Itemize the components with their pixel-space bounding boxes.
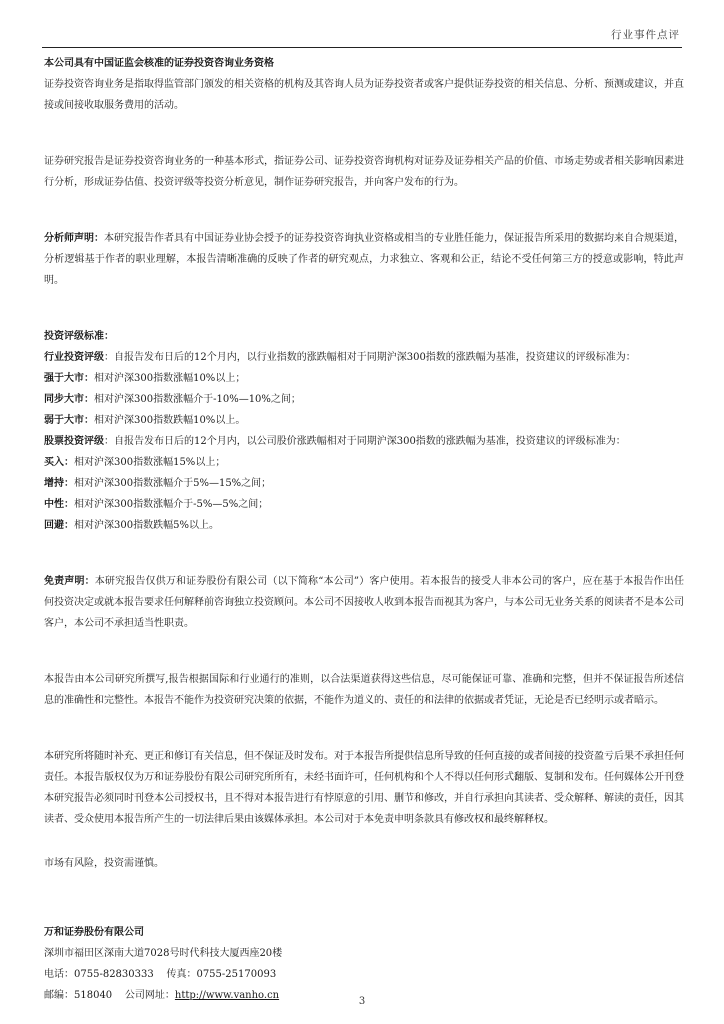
industry-rating-label: 行业投资评级 [44,352,104,363]
rating-item-label: 强于大市： [44,373,94,384]
rating-item-text: 相对沪深300指数涨幅15%以上； [74,457,226,468]
industry-rating-item [44,410,684,431]
analyst-statement [44,228,684,291]
disclaimer-paragraph-1 [44,571,684,634]
industry-rating-text: ：自报告发布日后的12个月内，以行业指数的涨跌幅相对于同期沪深300指数的涨跌幅为基准，投资建议的评级标准为： [104,352,636,363]
stock-rating-definition [44,431,684,452]
disclaimer-text: 本研究报告仅供万和证券股份有限公司（以下简称“本公司”）客户使用。若本报告的接受人非本公司的客户，应在基于本报告作出任何投资决定或就本报告要求任何解释前咨询独立投资顾问。本公司不因接收人收到本报告而视其为客户，与本公司无业务关系的阅读者不是本公司客户，本公司不承担适当性职责。 [44,576,684,629]
spacer [44,874,684,922]
industry-rating-item [44,368,684,389]
website-link[interactable]: http://www.vanho.cn [174,990,280,1001]
spacer [44,830,684,853]
rating-item-text: 相对沪深300指数涨幅介于5%—15%之间； [74,478,272,489]
disclaimer-paragraph-3: 本研究所将随时补充、更正和修订有关信息，但不保证及时发布。对于本报告所提供信息所导致的任何直接的或者间接的投资盈亏后果不承担任何责任。本报告版权仅为万和证券股份有限公司研究所所有，未经书面许可，任何机构和个人不得以任何形式翻版、复制和发布。任何媒体公开刊登本研究报告必须同时刊登本公司授权书，且不得对本报告进行有悖原意的引用、删节和修改，并自行承担向其读者、受众解释、解读的责任，因其读者、受众使用本报告所产生的一切法律后果由该媒体承担。本公司对于本免责申明条款具有修改权和最终解释权。 [44,751,684,825]
disclaimer-paragraph-2: 本报告由本公司研究所撰写,报告根据国际和行业通行的准则，以合法渠道获得这些信息，尽可能保证可靠、准确和完整，但并不保证报告所述信息的准确性和完整性。本报告不能作为投资研究决策的依据，不能作为道义的、责任的和法律的依据或者凭证，无论是否已经明示或者暗示。 [44,674,684,706]
rating-item-text: 相对沪深300指数涨幅10%以上； [94,373,246,384]
spacer [44,536,684,571]
running-header-label: 行业事件点评 [611,29,680,41]
rating-standards-title: 投资评级标准： [44,331,114,342]
qualification-paragraph-2: 证券研究报告是证券投资咨询业务的一种基本形式，指证券公司、证券投资咨询机构对证券及证券相关产品的价值、市场走势或者相关影响因素进行分析，形成证券估值、投资评级等投资分析意见，制作证券研究报告，并向客户发布的行为。 [44,156,684,188]
analyst-statement-label: 分析师声明： [44,233,104,244]
industry-rating-definition [44,347,684,368]
rating-item-text: 相对沪深300指数涨幅介于-10%—10%之间； [94,394,301,405]
disclaimer-label: 免责声明： [44,576,95,587]
rating-item-label: 中性： [44,499,74,510]
rating-item-label: 回避： [44,520,74,531]
website-label: 公司网址： [124,990,175,1001]
rating-item-text: 相对沪深300指数跌幅5%以上。 [74,520,219,531]
zip-label: 邮编： [44,990,74,1001]
qualification-paragraph-1: 证券投资咨询业务是指取得监管部门颁发的相关资格的机构及其咨询人员为证券投资者或客户提供证券投资的相关信息、分析、预测或建议，并直接或间接收取服务费用的活动。 [44,79,684,111]
stock-rating-item [44,452,684,473]
stock-rating-text: ：自报告发布日后的12个月内，以公司股价涨跌幅相对于同期沪深300指数的涨跌幅为基准，投资建议的评级标准为： [104,436,626,447]
qualification-title: 本公司具有中国证监会核准的证券投资咨询业务资格 [44,58,274,69]
stock-rating-label: 股票投资评级 [44,436,104,447]
company-address: 深圳市福田区深南大道7028号时代科技大厦西座20楼 [44,948,283,959]
spacer [44,193,684,228]
stock-rating-item [44,515,684,536]
spacer [44,116,684,151]
analyst-statement-text: 本研究报告作者具有中国证券业协会授予的证券投资咨询执业资格或相当的专业胜任能力，保证报告所采用的数据均来自合规渠道，分析逻辑基于作者的职业理解，本报告清晰准确的反映了作者的研究观点，力求独立、客观和公正，结论不受任何第三方的授意或影响，特此声明。 [44,233,684,286]
rating-item-text: 相对沪深300指数跌幅10%以上。 [94,415,246,426]
rating-item-text: 相对沪深300指数涨幅介于-5%—5%之间； [74,499,269,510]
page-number: 3 [358,996,366,1007]
fax-number: 0755-25170093 [196,969,277,980]
fax-label: 传真： [166,969,197,980]
rating-item-label: 弱于大市： [44,415,94,426]
industry-rating-item [44,389,684,410]
disclosure-content [44,53,684,1006]
header-divider [42,47,682,48]
company-contact-line [44,964,684,985]
phone-label: 电话： [44,969,74,980]
rating-item-label: 增持： [44,478,74,489]
spacer [44,291,684,326]
spacer [44,634,684,669]
rating-item-label: 同步大市： [44,394,94,405]
rating-item-label: 买入： [44,457,74,468]
stock-rating-item [44,494,684,515]
stock-rating-item [44,473,684,494]
phone-number: 0755-82830333 [74,969,154,980]
spacer [44,711,684,746]
company-name: 万和证券股份有限公司 [44,927,144,938]
risk-warning: 市场有风险，投资需谨慎。 [44,858,164,869]
zip-code: 518040 [74,990,113,1001]
